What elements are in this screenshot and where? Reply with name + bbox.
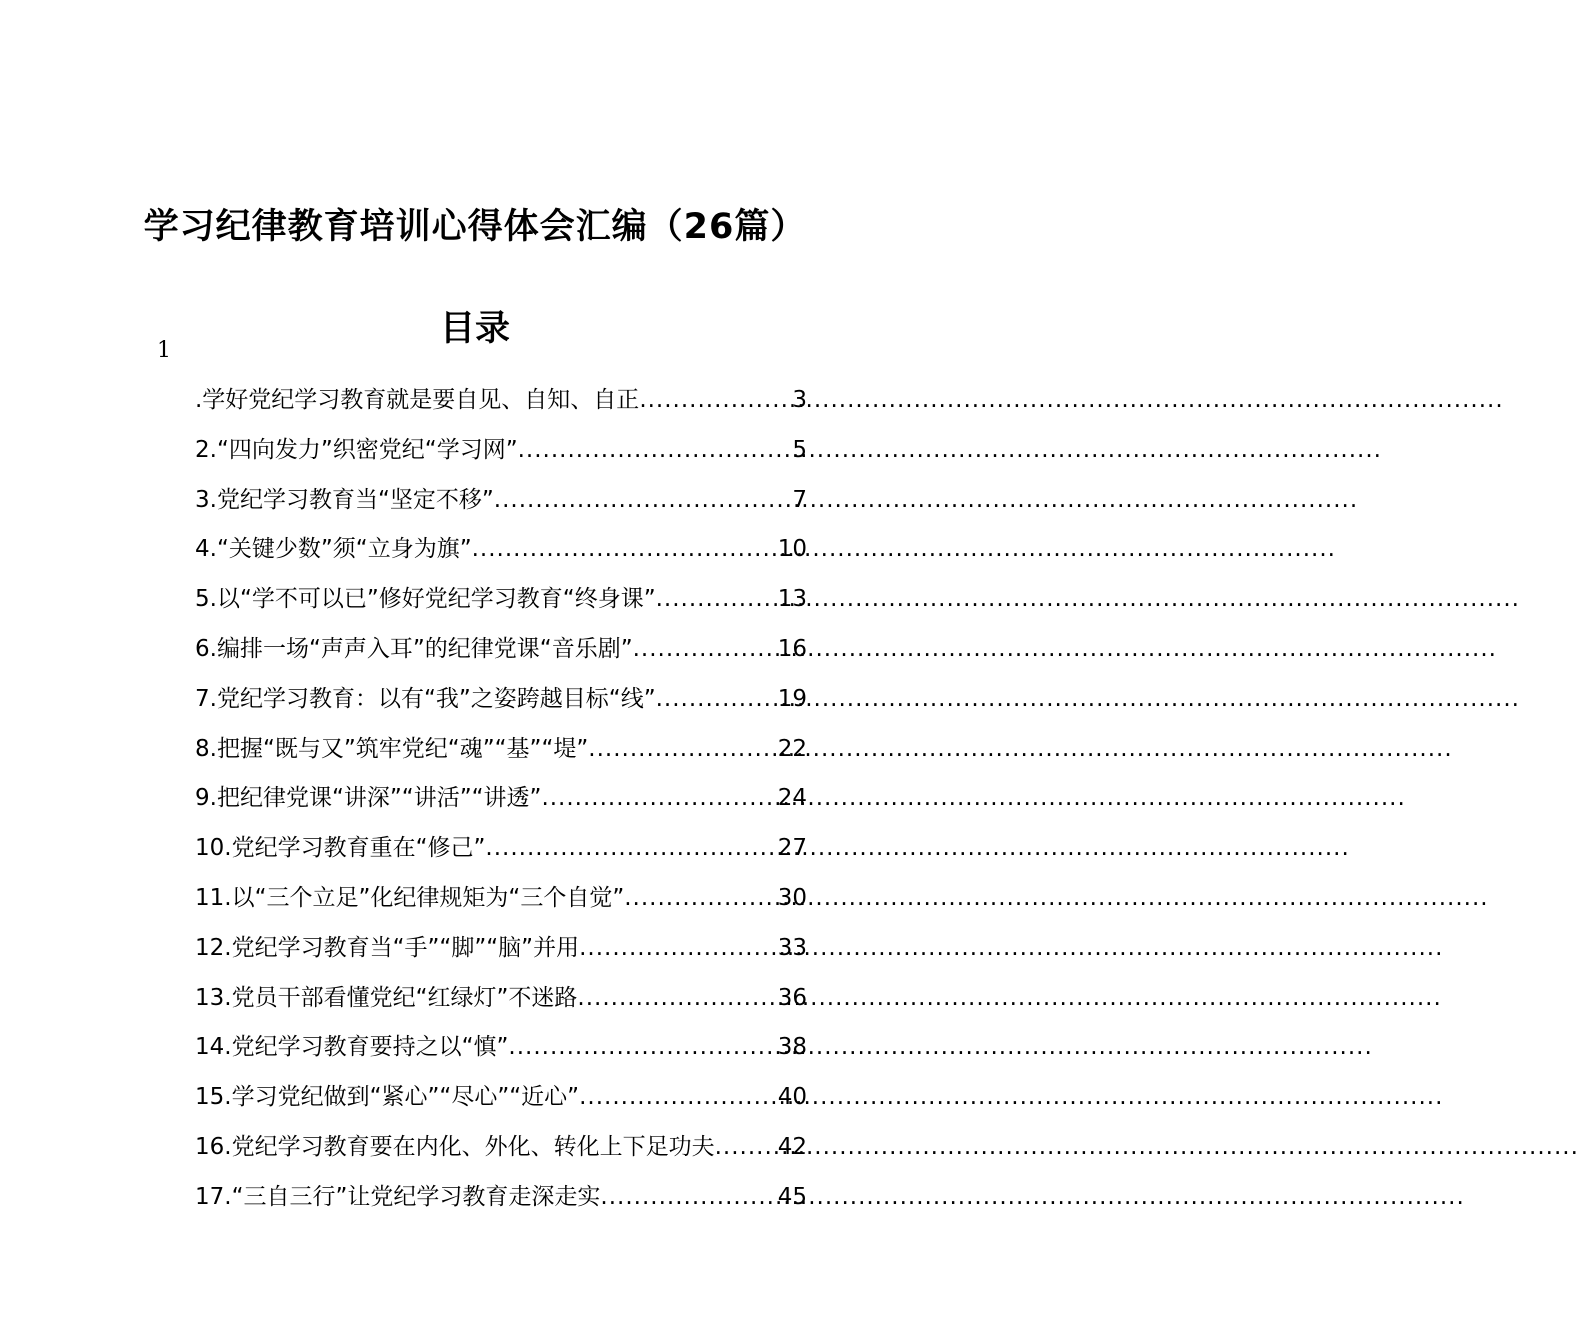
toc-entry[interactable] (195, 924, 807, 974)
toc-entry[interactable] (195, 774, 807, 824)
toc-entry-page-number: 22 (777, 735, 807, 762)
toc-entry-title: 5.以“学不可以已”修好党纪学习教育“终身课” (195, 586, 656, 613)
toc-entry-title: 6.编排一场“声声入耳”的纪律党课“音乐剧” (195, 635, 633, 662)
toc-entry-page-number: 36 (777, 984, 807, 1011)
toc-entry[interactable] (195, 575, 807, 625)
toc-entry-page-number: 40 (777, 1084, 807, 1111)
toc-entry-page-number: 42 (777, 1133, 807, 1160)
toc-entry-leader (656, 675, 778, 725)
toc-entry-page-number: 38 (777, 1034, 807, 1061)
toc-entry-page-number: 24 (777, 785, 807, 812)
toc-entry-title: 9.把纪律党课“讲深”“讲活”“讲透” (195, 785, 542, 812)
toc-entry-page-number: 16 (777, 635, 807, 662)
toc-entry-title: 14.党纪学习教育要持之以“慎” (195, 1034, 509, 1061)
toc-entry-leader (588, 725, 777, 775)
toc-entry-leader (656, 575, 778, 625)
toc-entry[interactable] (195, 525, 807, 575)
toc-entry-page-number: 33 (777, 934, 807, 961)
toc-entry-leader (541, 774, 777, 824)
document-title: 学习纪律教育培训心得体会汇编（26篇） (143, 207, 807, 248)
toc-entry-page-number: 13 (777, 586, 807, 613)
toc-entry-page-number: 10 (777, 536, 807, 563)
toc-entry[interactable] (195, 625, 807, 675)
toc-entry[interactable] (195, 974, 807, 1024)
toc-entry-title: 13.党员干部看懂党纪“红绿灯”不迷路 (195, 984, 578, 1011)
toc-entry-title: 15.学习党纪做到“紧心”“尽心”“近心” (195, 1084, 580, 1111)
toc-entry-leader (639, 376, 792, 426)
toc-entry-leader (577, 974, 777, 1024)
toc-entry-leader (579, 924, 778, 974)
page-marker: 1 (157, 338, 171, 363)
toc-entry-title: 10.党纪学习教育重在“修己” (195, 835, 486, 862)
toc-entry-leader (715, 1123, 778, 1173)
toc-entry-leader (508, 1023, 777, 1073)
toc-entry[interactable] (195, 1023, 807, 1073)
toc-entry-title: 4.“关键少数”须“立身为旗” (195, 536, 472, 563)
toc-entry-leader (494, 476, 793, 526)
toc-entry[interactable] (195, 824, 807, 874)
toc-entry-leader (485, 824, 777, 874)
toc-entry-leader (633, 625, 778, 675)
toc-entry-page-number: 27 (777, 835, 807, 862)
toc-entry-page-number: 3 (792, 387, 807, 413)
toc-entry[interactable] (195, 725, 807, 775)
toc-entry-title: 17.“三自三行”让党纪学习教育走深走实 (195, 1183, 601, 1210)
toc-entry-title: 2.“四向发力”织密党纪“学习网” (195, 436, 518, 463)
toc-entry-title: 12.党纪学习教育当“手”“脚”“脑”并用 (195, 934, 580, 961)
toc-entry-title: 7.党纪学习教育：以有“我”之姿跨越目标“线” (195, 685, 656, 712)
toc-entry-page-number: 30 (777, 884, 807, 911)
toc-entry-leader (472, 525, 778, 575)
toc-entry-title: 3.党纪学习教育当“坚定不移” (195, 486, 494, 513)
toc-entry-page-number: 45 (777, 1183, 807, 1210)
toc-entry[interactable] (195, 426, 807, 476)
toc-entry-title: .学好党纪学习教育就是要自见、自知、自正 (195, 387, 640, 413)
toc-entry-page-number: 5 (792, 436, 807, 463)
toc-entry[interactable] (195, 874, 807, 924)
toc-entry-title: 16.党纪学习教育要在内化、外化、转化上下足功夫 (195, 1133, 715, 1160)
toc-entry[interactable] (195, 675, 807, 725)
toc-entry[interactable] (195, 1123, 807, 1173)
toc-entry-title: 11.以“三个立足”化纪律规矩为“三个自觉” (195, 884, 625, 911)
toc-entry[interactable] (195, 376, 807, 426)
toc-entry-leader (600, 1173, 777, 1223)
toc-entry-leader (518, 426, 793, 476)
toc-entry-page-number: 19 (777, 685, 807, 712)
toc-entry-leader (579, 1073, 778, 1123)
table-of-contents (195, 376, 807, 1223)
toc-entry-leader (624, 874, 777, 924)
toc-entry-page-number: 7 (792, 486, 807, 513)
toc-heading: 目录 (439, 309, 510, 350)
toc-entry-title: 8.把握“既与又”筑牢党纪“魂”“基”“堤” (195, 735, 589, 762)
toc-entry[interactable] (195, 1173, 807, 1223)
toc-entry[interactable] (195, 476, 807, 526)
toc-entry[interactable] (195, 1073, 807, 1123)
